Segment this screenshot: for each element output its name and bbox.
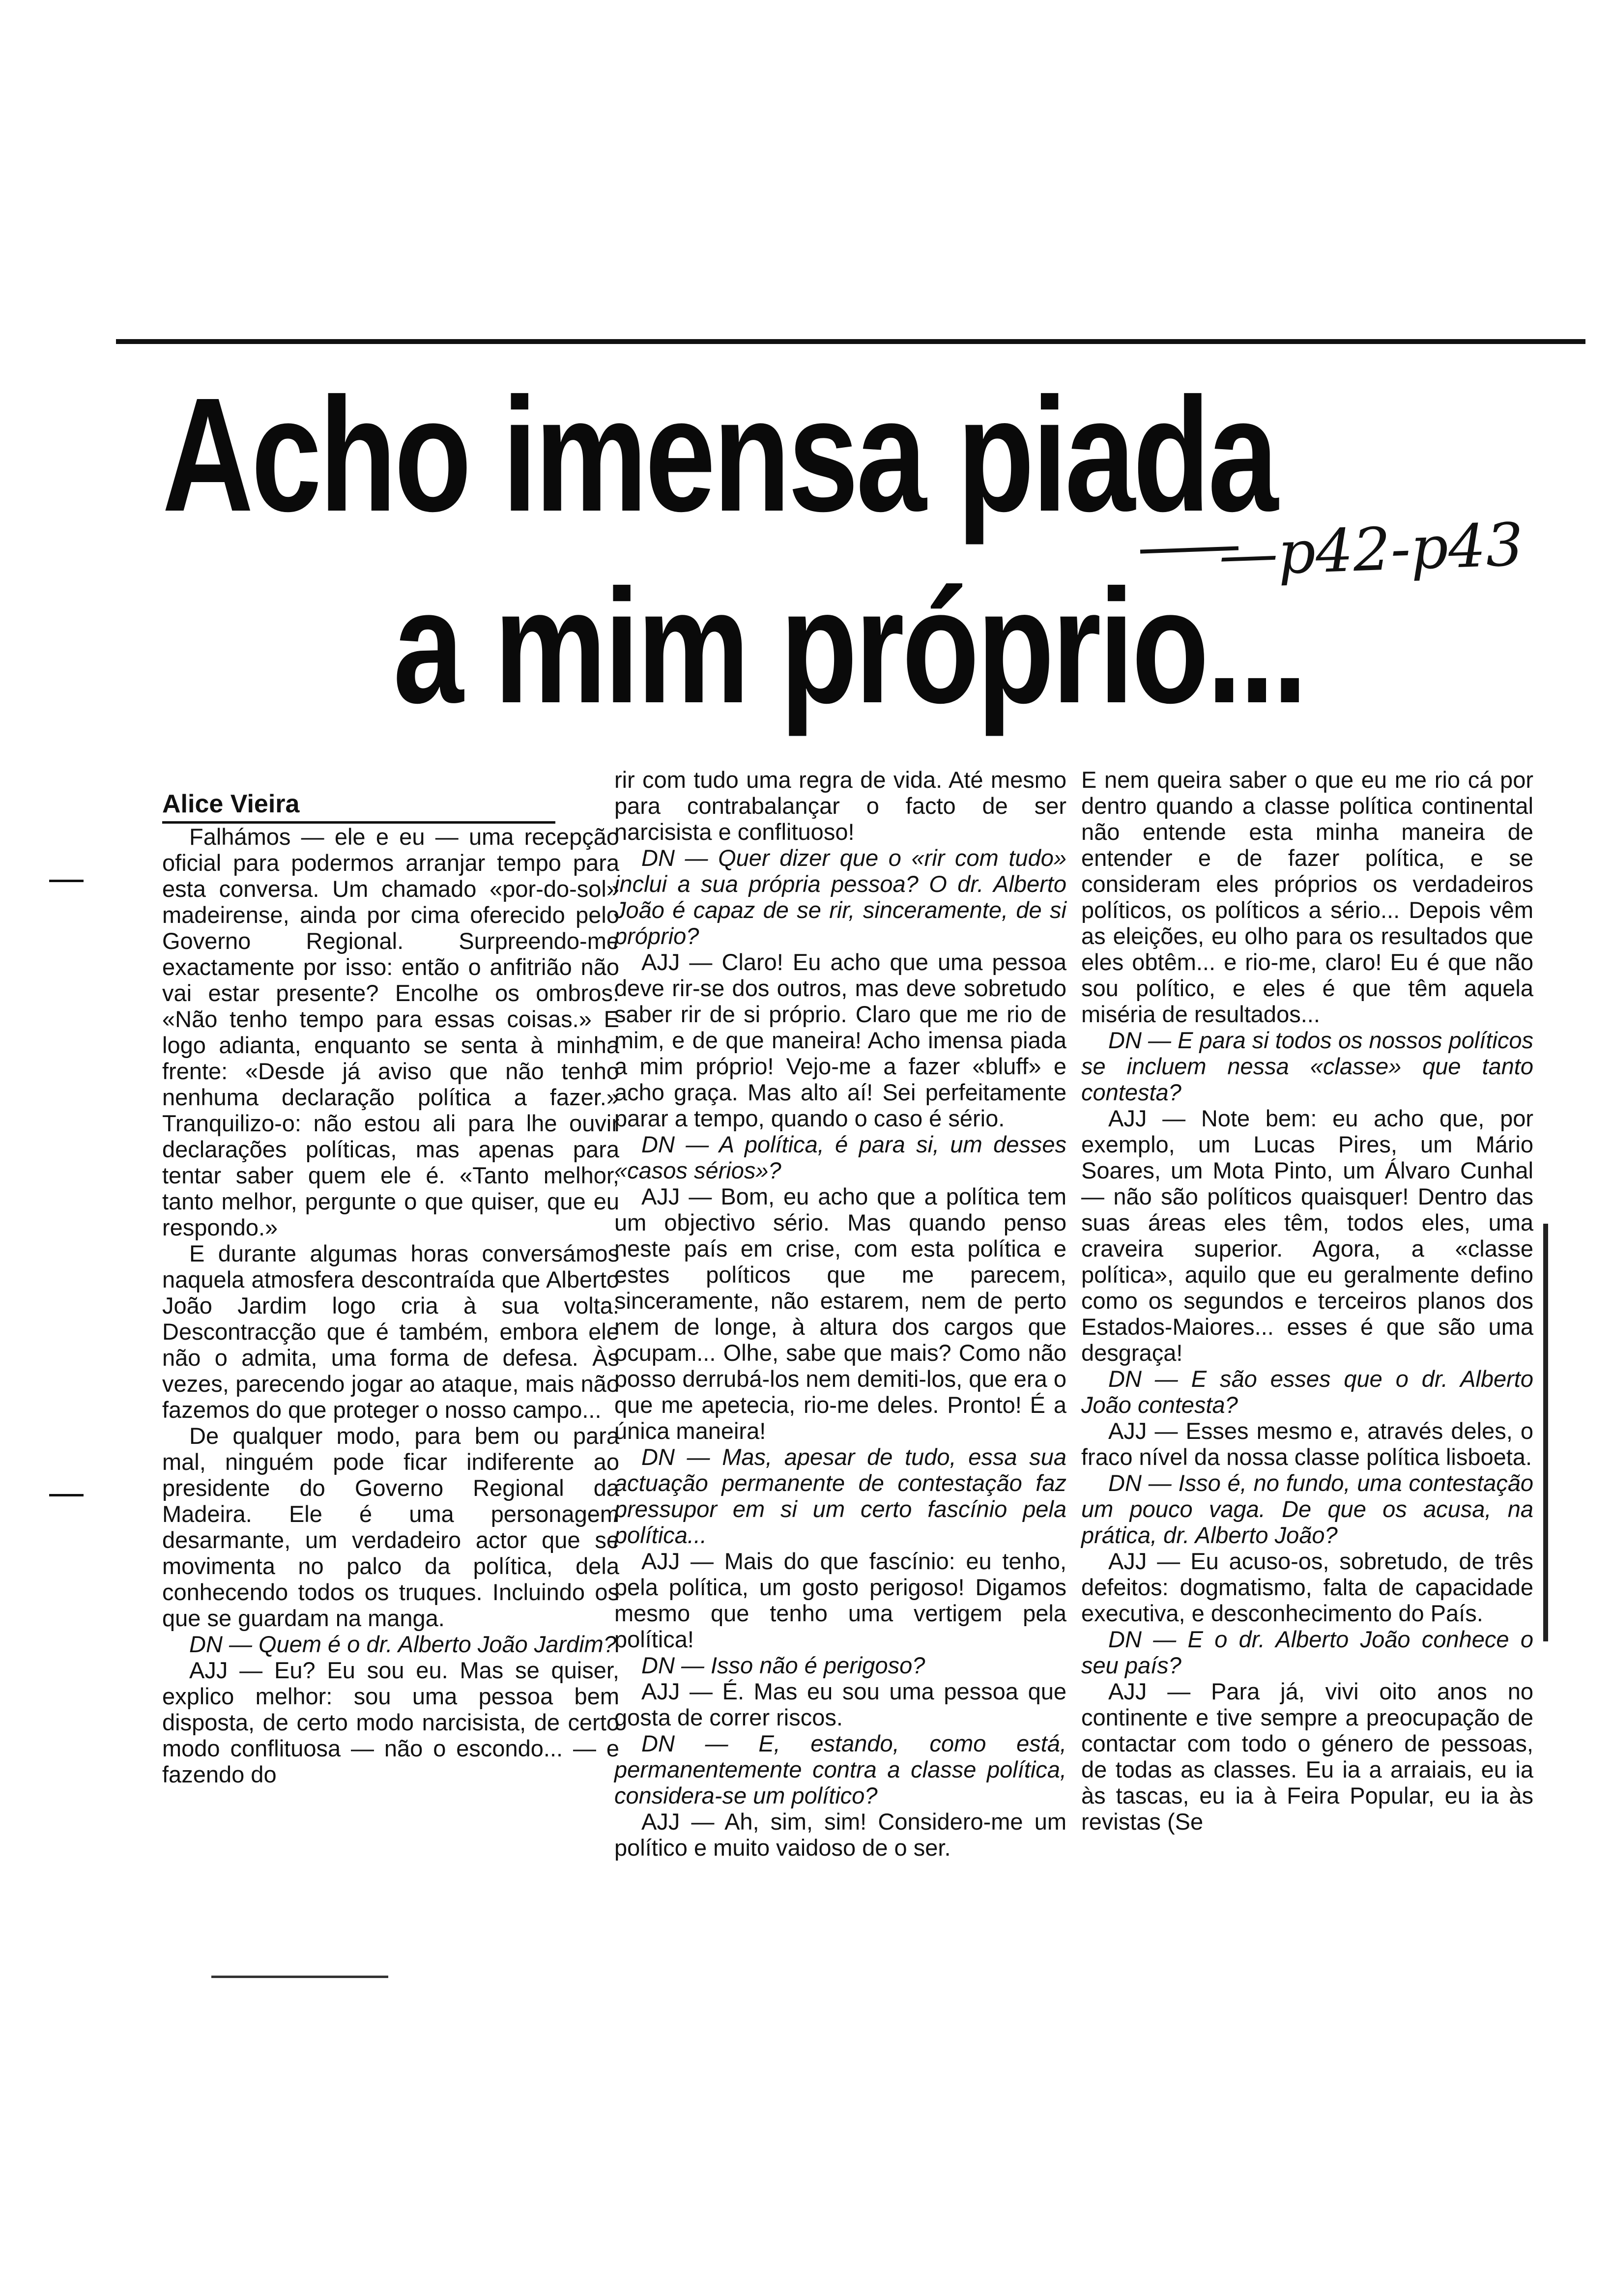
answer: AJJ — Esses mesmo e, através deles, o fraco nível da nossa classe política lisboeta.: [1081, 1418, 1533, 1470]
answer: AJJ — Eu acuso-os, sobretudo, de três defeitos: dogmatismo, falta de capacidade executiva, e desconhecimento do País.: [1081, 1548, 1533, 1626]
question: DN — Isso é, no fundo, uma contestação um pouco vaga. De que os acusa, na prática, dr. Alberto João?: [1081, 1470, 1533, 1548]
answer: AJJ — Claro! Eu acho que uma pessoa deve rir-se dos outros, mas deve sobretudo saber rir de si próprio. Claro que me rio de mim, e de que maneira! Acho imensa piada a mim próprio! Vejo-me a fazer «bluff» e acho graça. Mas alto aí! Sei perfeitamente parar a tempo, quando o caso é sério.: [614, 949, 1066, 1131]
byline: Alice Vieira: [162, 791, 555, 824]
article-column-3: [1081, 767, 1533, 1835]
paragraph: E durante algumas horas conversámos naquela atmosfera descontraída que Alberto João Jardim logo cria à sua volta. Descontracção que é também, embora ele não o admita, uma forma de defesa. Às vezes, parecendo jogar ao ataque, mais não fazemos do que proteger o nosso campo...: [162, 1240, 619, 1423]
headline-line-1: Acho imensa piada: [162, 364, 1276, 545]
article-column-1: [162, 791, 619, 1787]
margin-mark: [49, 880, 84, 882]
headline-line-2: a mim próprio...: [393, 555, 1305, 737]
top-rule: [116, 339, 1585, 344]
handwritten-page-annotation: —p42-p43: [1217, 511, 1525, 590]
answer: AJJ — Bom, eu acho que a política tem um objectivo sério. Mas quando penso neste país em crise, com esta política e estes políticos que me parecem, sinceramente, não estarem, nem de perto nem de longe, à altura dos cargos que ocupam... Olhe, sabe que mais? Como não posso derrubá-los nem demiti-los, que era o que me apetecia, rio-me deles. Pronto! É a única maneira!: [614, 1183, 1066, 1444]
question: DN — E são esses que o dr. Alberto João contesta?: [1081, 1366, 1533, 1418]
question: DN — E o dr. Alberto João conhece o seu país?: [1081, 1626, 1533, 1678]
answer: AJJ — Eu? Eu sou eu. Mas se quiser, explico melhor: sou uma pessoa bem disposta, de certo modo narcisista, de certo modo conflituosa — não o escondo... — e fazendo do: [162, 1657, 619, 1787]
footer-rule: [211, 1976, 388, 1978]
answer: AJJ — Note bem: eu acho que, por exemplo, um Lucas Pires, um Mário Soares, um Mota Pinto, um Álvaro Cunhal — não são políticos quaisquer! Dentro das suas áreas eles têm, todos eles, uma craveira superior. Agora, a «classe política», aquilo que eu geralmente defino como os segundos e terceiros planos dos Estados-Maiores... esses é que são uma desgraça!: [1081, 1105, 1533, 1366]
scan-edge-shadow: [1543, 1224, 1548, 1641]
answer: AJJ — Ah, sim, sim! Considero-me um político e muito vaidoso de o ser.: [614, 1808, 1066, 1861]
question: DN — Mas, apesar de tudo, essa sua actuação permanente de contestação faz pressupor em si um certo fascínio pela política...: [614, 1444, 1066, 1548]
question: DN — Isso não é perigoso?: [641, 1652, 925, 1678]
paragraph: E nem queira saber o que eu me rio cá por dentro quando a classe política continental não entende esta minha maneira de entender e de fazer política, e se consideram eles próprios os verdadeiros políticos, os políticos a sério... Depois vêm as eleições, eu olho para os resultados que eles obtêm... e rio-me, claro! Eu é que não sou político, e eles é que têm aquela miséria de resultados...: [1081, 767, 1533, 1027]
question: DN — E para si todos os nossos políticos se incluem nessa «classe» que tanto contesta?: [1081, 1027, 1533, 1105]
question: DN — Quer dizer que o «rir com tudo» inclui a sua própria pessoa? O dr. Alberto João é capaz de se rir, sinceramente, de si próprio?: [614, 845, 1066, 949]
question: DN — E, estando, como está, permanentemente contra a classe política, considera-se um político?: [614, 1730, 1066, 1808]
answer: AJJ — É. Mas eu sou uma pessoa que gosta de correr riscos.: [614, 1678, 1066, 1730]
question: DN — A política, é para si, um desses «casos sérios»?: [614, 1131, 1066, 1183]
paragraph: De qualquer modo, para bem ou para mal, ninguém pode ficar indiferente ao presidente do Governo Regional da Madeira. Ele é uma personagem desarmante, um verdadeiro actor que se movimenta no palco da política, dela conhecendo todos os truques. Incluindo os que se guardam na manga.: [162, 1423, 619, 1631]
margin-mark: [49, 1494, 84, 1496]
paragraph: rir com tudo uma regra de vida. Até mesmo para contrabalançar o facto de ser narcisista e conflituoso!: [614, 767, 1066, 845]
paragraph: Falhámos — ele e eu — uma recepção oficial para podermos arranjar tempo para esta conversa. Um chamado «por-do-sol» madeirense, ainda por cima oferecido pelo Governo Regional. Surpreendo-me exactamente por isso: então o anfitrião não vai estar presente? Encolhe os ombros: «Não tenho tempo para essas coisas.» E logo adianta, enquanto se senta à minha frente: «Desde já aviso que não tenho nenhuma declaração política a fazer.» Tranquilizo-o: não estou ali para lhe ouvir declarações políticas, mas apenas para tentar saber quem ele é. «Tanto melhor, tanto melhor, pergunte o que quiser, que eu respondo.»: [162, 824, 619, 1240]
question: DN — Quem é o dr. Alberto João Jardim?: [189, 1631, 616, 1657]
answer: AJJ — Para já, vivi oito anos no continente e tive sempre a preocupação de contactar com todo o género de pessoas, de todas as classes. Eu ia a arraiais, eu ia às tascas, eu ia à Feira Popular, eu ia às revistas (Se: [1081, 1678, 1533, 1835]
article-column-2: [614, 767, 1066, 1861]
answer: AJJ — Mais do que fascínio: eu tenho, pela política, um gosto perigoso! Digamos mesmo que tenho uma vertigem pela política!: [614, 1548, 1066, 1652]
